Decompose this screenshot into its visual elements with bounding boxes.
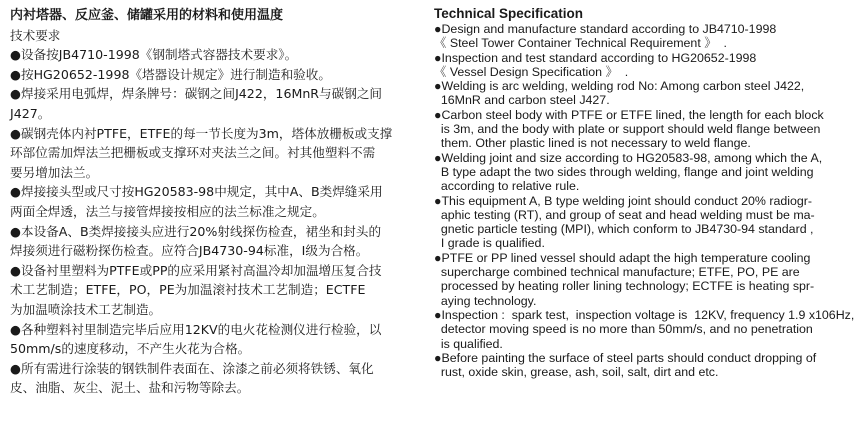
chinese-spec-line: 50mm/s的速度移动，不产生火花为合格。 [10,341,251,357]
english-spec-line: 16MnR and carbon steel J427. [434,93,610,108]
english-spec-line: I grade is qualified. [434,236,545,251]
chinese-spec-line: 要另增加法兰。 [10,164,99,180]
english-spec-line: B type adapt the two sides through welding, flange and joint welding [434,164,814,179]
english-spec-line: according to relative rule. [434,179,580,194]
english-spec-line: ●Before painting the surface of steel parts should conduct dropping of [434,350,817,365]
english-spec-line: ●Inspection and test standard according to HG20652-1998 [434,50,757,65]
english-spec-line: processed by heating roller lining technology; ECTFE is heating spr- [434,279,815,294]
english-spec-list [434,22,855,380]
english-spec-line: them. Other plastic lined is not necessary to weld flange. [434,136,751,151]
english-spec-line: ●Design and manufacture standard according to JB4710-1998 [434,22,777,36]
english-spec-line: gnetic particle testing (MPI), which conform to JB4730-94 standard , [434,222,814,237]
chinese-subtitle: 技术要求 [10,27,61,43]
chinese-spec-line: ●设备衬里塑料为PTFE或PP的应采用紧衬高温冷却加温增压复合技 [10,262,382,278]
chinese-spec-column [10,6,410,398]
chinese-spec-line: ●各种塑料衬里制造完毕后应用12KV的电火花检测仪进行检验，以 [10,321,382,337]
chinese-spec-line: 焊接须进行磁粉探伤检查。应符合JB4730-94标准，I级为合格。 [10,243,369,259]
chinese-spec-line: 两面全焊透，法兰与接管焊接按相应的法兰标准之规定。 [10,203,325,219]
chinese-spec-line: ●所有需进行涂装的钢铁制件表面在、涂漆之前必须将铁锈、氧化 [10,360,374,376]
english-spec-line: is qualified. [434,336,503,351]
english-spec-line: ●Welding joint and size according to HG20583-98, among which the A, [434,150,823,165]
english-spec-line: 《 Steel Tower Container Technical Requirement 》 . [434,36,727,51]
english-spec-line: supercharge combined technical manufacture; ETFE, PO, PE are [434,265,800,280]
english-spec-line: aphic testing (RT), and group of seat and head welding must be ma- [434,207,815,222]
english-spec-line: ●Welding is arc welding, welding rod No: Among carbon steel J422, [434,79,805,94]
english-spec-column [434,6,855,380]
chinese-spec-line: ●本设备A、B类焊接接头应进行20%射线探伤检查，裙坐和封头的 [10,223,382,239]
chinese-spec-line: 环部位需加焊法兰把栅板或支撑环对夹法兰之间。衬其他塑料不需 [10,145,376,161]
english-spec-line: detector moving speed is no more than 50mm/s, and no penetration [434,322,813,337]
chinese-spec-line: 为加温喷涂技术工艺制造。 [10,301,162,317]
chinese-spec-list [10,45,410,398]
chinese-spec-line: J427。 [10,105,51,121]
chinese-spec-line: ●按HG20652-1998《塔器设计规定》进行制造和验收。 [10,66,331,82]
english-spec-line: ●Carbon steel body with PTFE or ETFE lined, the length for each block [434,107,824,122]
english-spec-line: aying technology. [434,293,537,308]
english-spec-line: rust, oxide skin, grease, ash, soil, salt, dirt and etc. [434,365,719,380]
chinese-spec-line: ●碳钢壳体内衬PTFE，ETFE的每一节长度为3m，塔体放栅板或支撑 [10,125,393,141]
chinese-spec-line: ●焊接采用电弧焊，焊条牌号：碳钢之间J422，16MnR与碳钢之间 [10,86,383,102]
chinese-spec-line: 术工艺制造；ETFE，PO，PE为加温滚衬技术工艺制造；ECTFE [10,282,366,298]
english-spec-line: is 3m, and the body with plate or support should weld flange between [434,122,821,137]
english-spec-line: ●Inspection : spark test, inspection voltage is 12KV, frequency 1.9 x106Hz, [434,307,855,322]
english-title: Technical Specification [434,6,584,21]
english-spec-line: 《 Vessel Design Specification 》 . [434,64,629,79]
chinese-spec-line: 皮、油脂、灰尘、泥土、盐和污物等除去。 [10,380,250,396]
chinese-spec-line: ●焊接接头型或尺寸按HG20583-98中规定，其中A、B类焊缝采用 [10,184,383,200]
chinese-spec-line: ●设备按JB4710-1998《钢制塔式容器技术要求》。 [10,47,298,63]
chinese-title: 内衬塔器、反应釜、储罐采用的材料和使用温度 [10,8,284,23]
english-spec-line: ●PTFE or PP lined vessel should adapt the high temperature cooling [434,250,811,265]
english-spec-line: ●This equipment A, B type welding joint should conduct 20% radiogr- [434,193,813,208]
